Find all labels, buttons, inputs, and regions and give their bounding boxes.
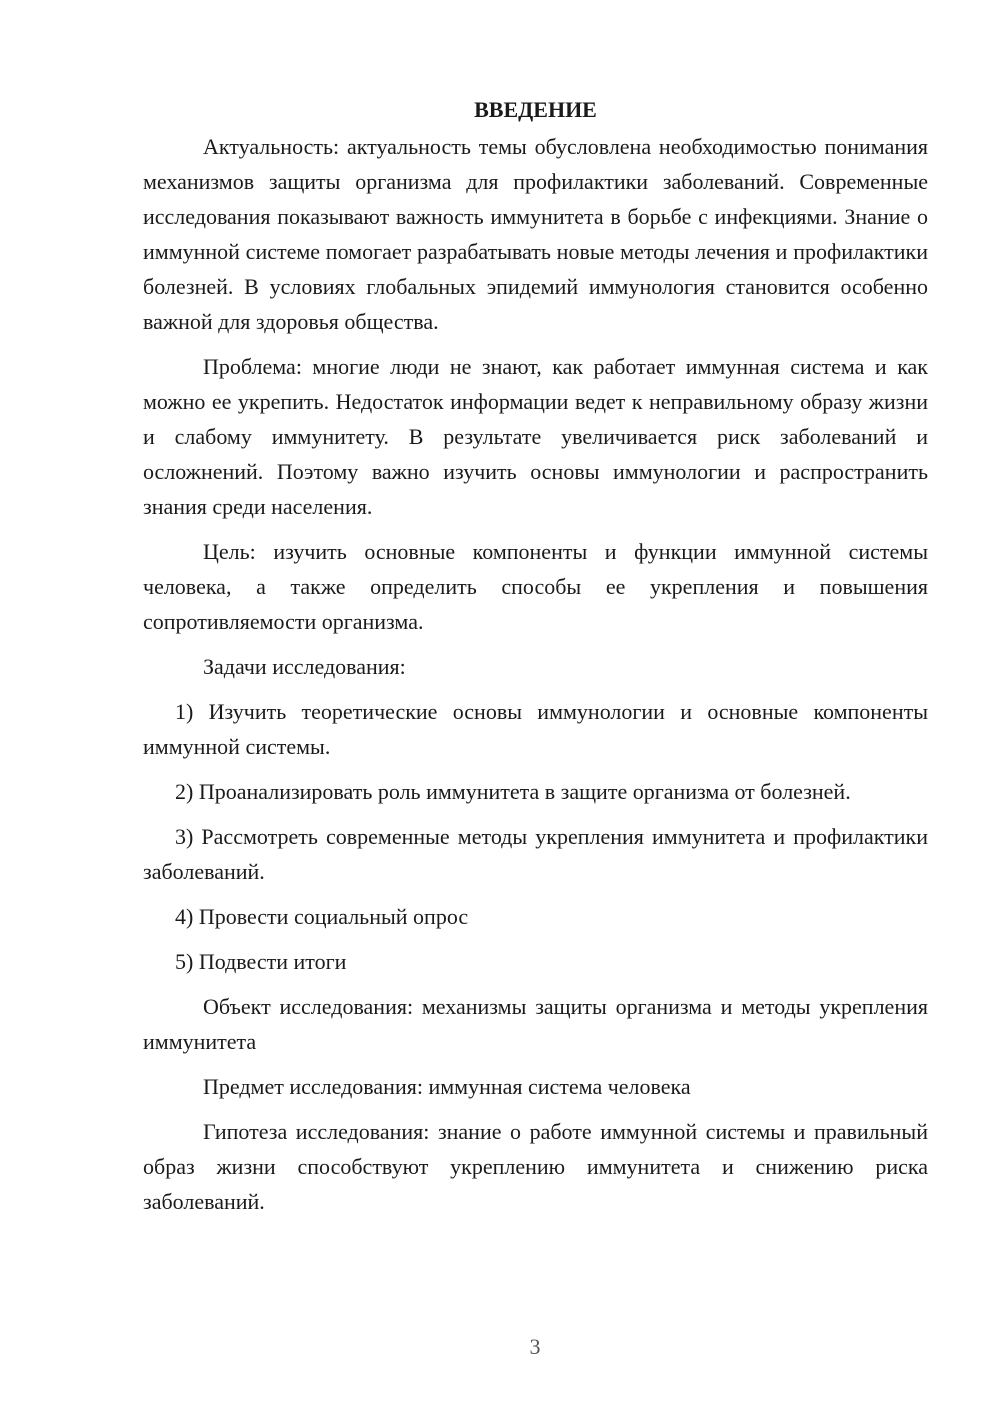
- paragraph-hypothesis: Гипотеза исследования: знание о работе иммунной системы и правильный образ жизни способствуют укреплению иммунитета и снижению риска заболеваний.: [143, 1119, 928, 1214]
- document-page: [143, 92, 928, 1229]
- task-item-5: 5) Подвести итоги: [175, 949, 347, 974]
- paragraph-relevance: Актуальность: актуальность темы обусловлена необходимостью понимания механизмов защиты организма для профилактики заболеваний. Современные исследования показывают важность иммунитета в борьбе с инфекциями. Знание о иммунной системе помогает разрабатывать новые методы лечения и профилактики болезней. В условиях глобальных эпидемий иммунология становится особенно важной для здоровья общества.: [143, 134, 928, 334]
- task-item-2: 2) Проанализировать роль иммунитета в защите организма от болезней.: [175, 779, 851, 804]
- task-item-4: 4) Провести социальный опрос: [175, 904, 469, 929]
- paragraph-subject: Предмет исследования: иммунная система человека: [203, 1074, 691, 1099]
- task-item-3: 3) Рассмотреть современные методы укрепления иммунитета и профилактики заболеваний.: [143, 824, 928, 884]
- task-item-1: 1) Изучить теоретические основы иммунологии и основные компоненты иммунной системы.: [143, 699, 928, 759]
- paragraph-problem: Проблема: многие люди не знают, как работает иммунная система и как можно ее укрепить. Недостаток информации ведет к неправильному образу жизни и слабому иммунитету. В результате увеличивается риск заболеваний и осложнений. Поэтому важно изучить основы иммунологии и распространить знания среди населения.: [143, 354, 928, 519]
- page-number: 3: [529, 1334, 541, 1359]
- paragraph-object: Объект исследования: механизмы защиты организма и методы укрепления иммунитета: [143, 994, 928, 1054]
- section-title: ВВЕДЕНИЕ: [474, 97, 597, 122]
- tasks-heading: Задачи исследования:: [203, 654, 406, 679]
- paragraph-goal: Цель: изучить основные компоненты и функции иммунной системы человека, а также определить способы ее укрепления и повышения сопротивляемости организма.: [143, 539, 928, 634]
